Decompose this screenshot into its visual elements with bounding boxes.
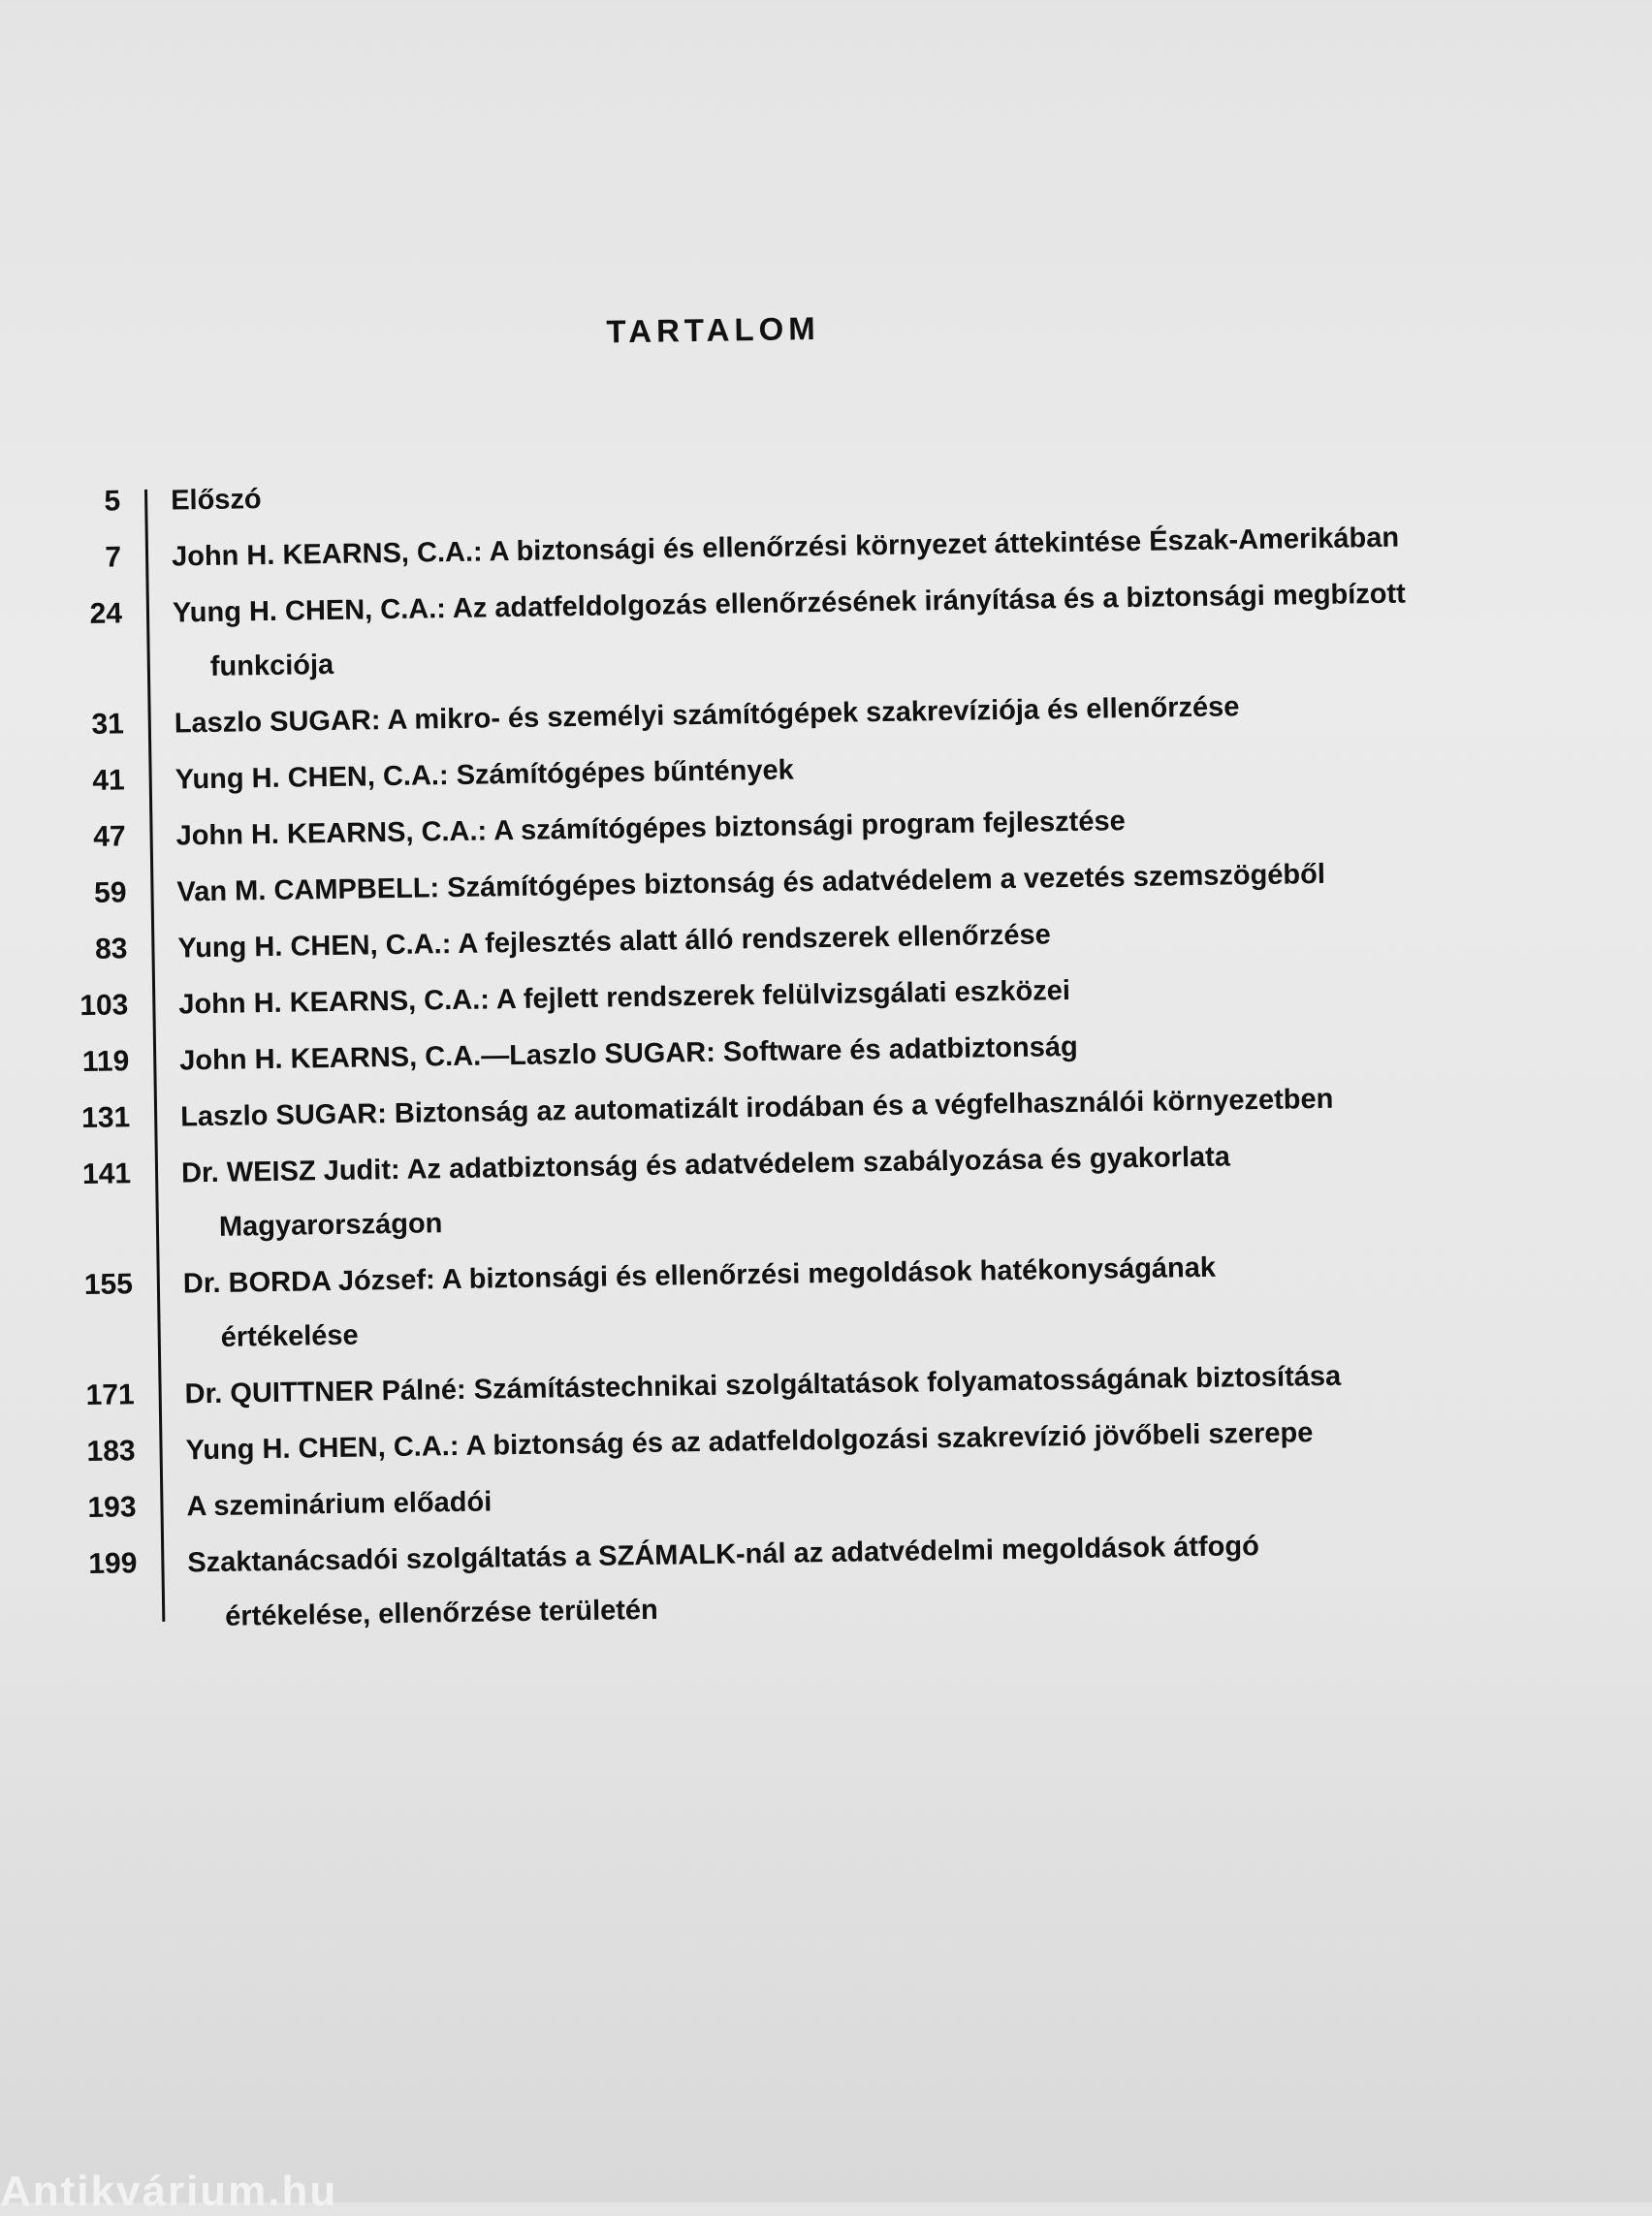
entry-text [181,1131,1520,1250]
page-number: 141 [81,1157,132,1191]
toc-entry [45,1464,1557,1530]
toc-entry [34,793,1546,859]
entry-title: Laszlo SUGAR: Biztonság az automatizált irodában és a végfelhasználói környezetben [179,1083,1334,1133]
entry-title: John H. KEARNS, C.A.—Laszlo SUGAR: Software és adatbiztonság [179,1030,1078,1077]
entry-continuation: Magyarországon [218,1208,443,1243]
page-number: 41 [92,764,125,797]
entry-continuation: értékelése, ellenőrzése területén [225,1594,658,1632]
page-number: 131 [80,1101,131,1135]
entry-text [179,1019,1518,1083]
toc-entry [40,1130,1553,1250]
entry-title: Yung H. CHEN, C.A.: Az adatfeldolgozás ellenőrzésének irányítása és a biztonsági megbízott [172,578,1407,629]
entry-text [180,1075,1519,1139]
toc-entry [42,1241,1555,1361]
page-number: 199 [88,1547,138,1581]
page-number: 7 [105,541,122,574]
page-number: 119 [81,1045,130,1079]
entry-continuation: értékelése [220,1319,359,1353]
toc-entry [44,1408,1556,1473]
toc-entry [38,1018,1550,1084]
entry-text [174,681,1512,745]
toc-entry [31,570,1544,690]
entry-continuation: funkciója [209,649,334,682]
entry-title: John H. KEARNS, C.A.: A számítógépes biztonsági program fejlesztése [175,806,1126,852]
entry-text [187,1521,1526,1639]
table-of-contents [29,458,1560,1654]
entry-text [184,1352,1523,1416]
entry-text [177,906,1516,970]
entry-title: Dr. WEISZ Judit: Az adatbiztonság és adatvédelem szabályozása és gyakorlata [180,1141,1231,1189]
entry-text [185,1409,1524,1472]
page-number: 59 [93,876,127,909]
page-number: 155 [83,1268,134,1302]
page-number: 5 [104,485,121,518]
watermark: Antikvárium.hu [0,2168,338,2215]
entry-text [183,1242,1522,1360]
page-number: 193 [87,1491,137,1525]
entry-text [171,459,1509,522]
entry-text [176,850,1515,914]
toc-entry [37,962,1549,1028]
toc-entry [43,1351,1555,1417]
entry-text [186,1465,1525,1529]
toc-entry [39,1074,1551,1140]
entry-title: Dr. QUITTNER Pálné: Számítástechnikai szolgáltatások folyamatosságának biztosítása [184,1360,1342,1410]
entry-title: John H. KEARNS, C.A.: A biztonsági és ellenőrzési környezet áttekintése Észak-Amerikában [171,522,1400,573]
entry-text [173,571,1511,689]
toc-entry [35,849,1547,915]
entry-title: Előszó [170,484,262,517]
page-number: 183 [86,1435,136,1469]
entry-title: Yung H. CHEN, C.A.: Számítógépes bűntények [175,754,794,796]
entry-title: Van M. CAMPBELL: Számítógépes biztonság és adatvédelem a vezetés szemszögéből [176,858,1326,908]
entry-title: Szaktanácsadói szolgáltatás a SZÁMALK-nál az adatvédelmi megoldások átfogó [187,1531,1260,1579]
toc-entry [32,681,1544,746]
entry-title: Yung H. CHEN, C.A.: A biztonság és az adatfeldolgozási szakrevízió jövőbeli szerepe [185,1417,1314,1467]
toc-entry [30,514,1542,580]
page-number: 47 [92,820,126,853]
entry-title: Yung H. CHEN, C.A.: A fejlesztés alatt álló rendszerek ellenőrzése [177,919,1051,965]
page-number: 171 [85,1378,135,1412]
toc-entry [33,737,1545,803]
toc-entry [36,905,1548,971]
page-number: 83 [94,933,128,966]
entry-text [175,794,1514,858]
entry-title: A szeminárium előadói [186,1486,492,1523]
entry-text [175,738,1513,802]
entry-text [178,963,1517,1027]
entry-title: John H. KEARNS, C.A.: A fejlett rendszerek felülvizsgálati eszközei [178,975,1071,1021]
toc-entry [29,458,1541,523]
toc-entry [46,1520,1559,1640]
entry-title: Laszlo SUGAR: A mikro- és személyi számítógépek szakrevíziója és ellenőrzése [174,691,1240,740]
page-number: 24 [89,597,123,630]
page-title: TARTALOM [606,310,820,350]
entry-text [172,515,1510,579]
page-number: 103 [79,989,129,1023]
page-number: 31 [91,708,125,741]
entry-title: Dr. BORDA József: A biztonsági és ellenőrzési megoldások hatékonyságának [182,1251,1217,1300]
